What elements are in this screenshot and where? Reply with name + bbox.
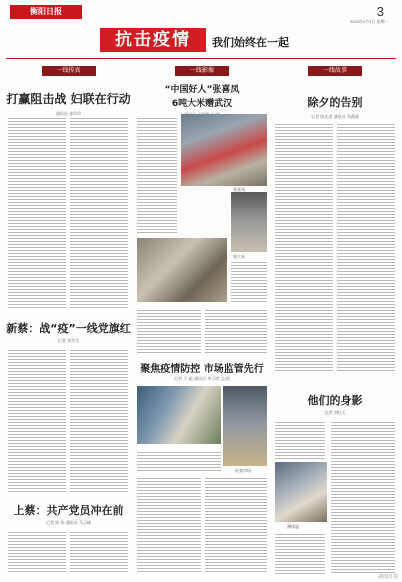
photo-caption: 测体温	[287, 524, 299, 529]
watermark: 湖南日报	[377, 574, 398, 580]
dateline: 2020年2月3日 星期一	[350, 19, 389, 24]
article-byline: 记者 陈 伟 通讯员 马云峰	[45, 520, 92, 525]
article-headline: 他们的身影	[307, 394, 363, 407]
body-text	[70, 116, 128, 308]
body-text	[205, 308, 267, 354]
article-byline: 记者 刘冬至	[57, 338, 80, 343]
article-headline: 除夕的告别	[307, 96, 363, 109]
body-text	[137, 308, 201, 354]
banner-slogan: 我们始终在一起	[212, 36, 289, 49]
temperature-check-photo	[275, 462, 327, 522]
center-column	[135, 64, 269, 576]
section-tag: 一线故事	[308, 66, 362, 76]
banner-title: 抗击疫情	[100, 28, 206, 52]
body-text	[70, 348, 128, 492]
left-column	[6, 64, 131, 576]
body-text	[205, 476, 267, 574]
article-headline: 打赢阻击战 妇联在行动	[6, 92, 131, 106]
newspaper-logo: 衡阳日报	[10, 5, 82, 19]
body-text	[231, 260, 267, 302]
body-text	[137, 450, 221, 472]
article-headline: “中国好人”张喜凤	[164, 85, 240, 95]
photo-caption: 检查市场	[235, 468, 251, 473]
rice-bags-photo	[137, 238, 227, 302]
masthead	[0, 0, 402, 58]
body-text	[8, 116, 66, 308]
market-inspection-photo	[137, 386, 221, 444]
body-text	[137, 476, 201, 574]
worker-photo	[231, 192, 267, 252]
body-text	[275, 532, 325, 574]
article-byline: 记者 于 超 通讯员 李子明 文/图	[174, 376, 230, 381]
section-tag: 一线传真	[42, 66, 96, 76]
inspector-photo	[223, 386, 267, 466]
section-tag: 一线影像	[175, 66, 229, 76]
article-headline: 新蔡：战“疫”一线党旗红	[6, 322, 131, 335]
article-headline: 上蔡：共产党员冲在前	[13, 504, 124, 517]
header-rule	[6, 58, 396, 59]
body-text	[331, 420, 395, 574]
right-column	[273, 64, 397, 576]
article-byline: 记者 陈光进 通讯员 刘燕燕	[311, 114, 359, 119]
article-headline: 聚焦疫情防控 市场监管先行	[140, 364, 264, 375]
body-text	[275, 122, 333, 372]
rice-donation-photo	[181, 114, 267, 186]
body-text	[275, 420, 325, 460]
article-byline: 通讯员 张玲玲	[55, 111, 82, 116]
article-byline: 记者 刘红玉	[324, 410, 346, 415]
body-text	[137, 116, 177, 234]
body-text	[70, 530, 128, 574]
photo-caption: 装大米	[233, 254, 245, 259]
body-text	[8, 530, 66, 574]
body-text	[8, 348, 66, 492]
page-number: 3	[376, 4, 384, 19]
body-text	[337, 122, 395, 372]
article-headline: 6吨大米赠武汉	[171, 99, 233, 109]
page-banner	[100, 28, 300, 52]
photo-caption: 张喜凤	[233, 187, 245, 192]
